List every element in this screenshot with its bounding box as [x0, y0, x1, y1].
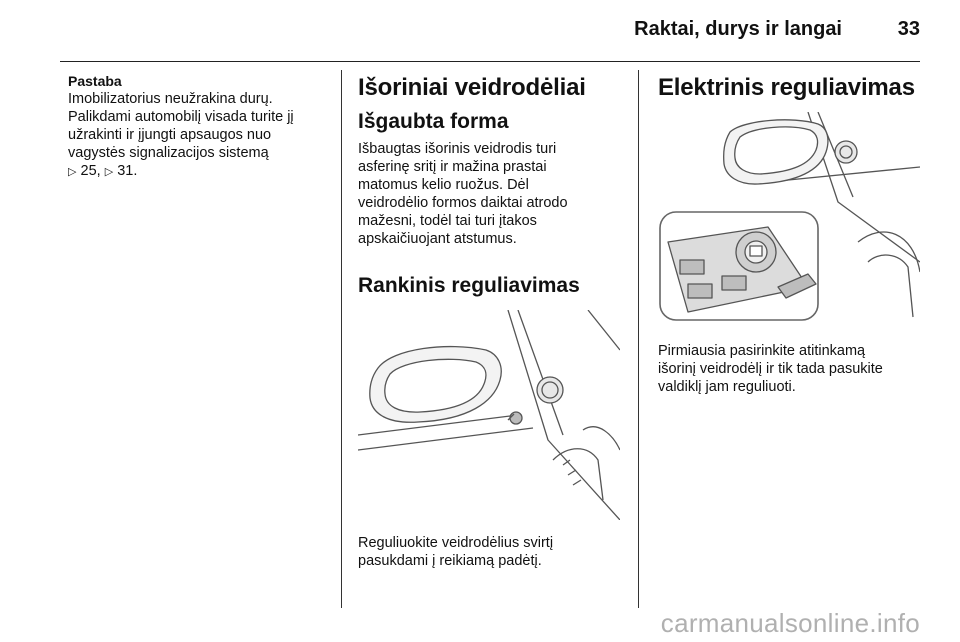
paragraph-line: valdiklį jam reguliuoti. [658, 379, 796, 395]
xref-link[interactable]: 25, [80, 163, 101, 179]
subsection-heading: Išgaubta forma [358, 110, 509, 133]
column-note [68, 72, 330, 181]
xref-link[interactable]: 31. [117, 163, 138, 179]
page-reference-icon: ▷ [68, 166, 77, 178]
paragraph-line: matomus kelio ruožus. Dėl [358, 177, 529, 193]
page-number: 33 [897, 18, 920, 40]
header-title: Raktai, durys ir langai [634, 18, 842, 40]
subsection-heading: Rankinis reguliavimas [358, 274, 580, 297]
electric-mirror-illustration [658, 112, 920, 322]
note-line: Palikdami automobilį visada turite jį [68, 109, 294, 125]
note-xrefs [68, 162, 330, 181]
caption-line: pasukdami į reikiamą padėtį. [358, 553, 542, 569]
paragraph-line: Pirmiausia pasirinkite atitinkamą [658, 343, 866, 359]
header-rule [60, 61, 920, 62]
note-line: vagystės signalizacijos sistemą [68, 145, 269, 161]
section-heading: Išoriniai veidrodėliai [358, 74, 586, 101]
column-divider-2 [638, 70, 639, 608]
note-line: Imobilizatorius neužrakina durų. [68, 91, 273, 107]
paragraph-line: išorinį veidrodėlį ir tik tada pasukite [658, 361, 883, 377]
note-heading: Pastaba [68, 73, 122, 89]
paragraph-line: apskaičiuojant atstumus. [358, 231, 517, 247]
caption-line: Reguliuokite veidrodėlius svirtį [358, 535, 554, 551]
column-divider-1 [341, 70, 342, 608]
page-reference-icon: ▷ [104, 166, 114, 178]
page-header [0, 0, 960, 62]
paragraph-line: Išbaugtas išorinis veidrodis turi [358, 141, 557, 157]
column-mirrors [358, 72, 624, 570]
watermark: carmanualsonline.info [660, 608, 920, 638]
column-electric [658, 72, 920, 396]
note-line: užrakinti ir įjungti apsaugos nuo [68, 127, 272, 143]
paragraph-line: asferinę sritį ir mažina prastai [358, 159, 547, 175]
paragraph-line: mažesni, todėl tai turi įtakos [358, 213, 537, 229]
manual-mirror-illustration [358, 310, 620, 520]
section-heading: Elektrinis reguliavimas [658, 74, 915, 101]
paragraph-line: veidrodėlio formos daiktai atrodo [358, 195, 568, 211]
